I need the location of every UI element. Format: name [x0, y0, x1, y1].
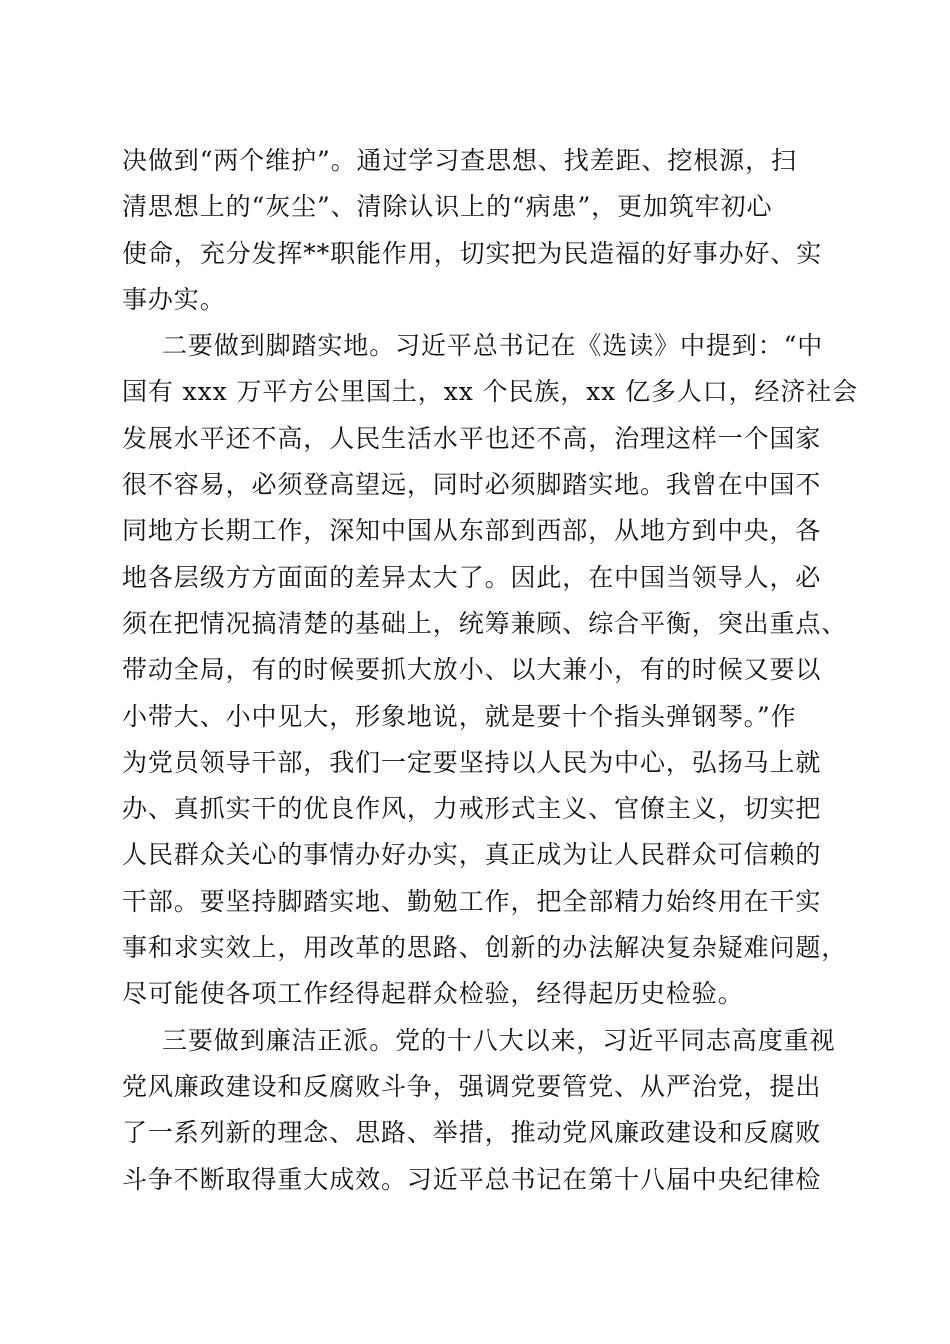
text-line: 清思想上的“灰尘”、清除认识上的“病患”，更加筑牢初心: [122, 192, 773, 222]
paragraph-3: [122, 1018, 842, 1203]
text-line: 很不容易，必须登高望远，同时必须脚踏实地。我曾在中国不: [122, 470, 822, 500]
text-line: 使命，充分发挥**职能作用，切实把为民造福的好事办好、实: [122, 238, 823, 268]
text-line: 小带大、小中见大，形象地说，就是要十个指头弹钢琴。”作: [122, 701, 797, 731]
text-line: 带动全局，有的时候要抓大放小、以大兼小，有的时候又要以: [122, 655, 822, 685]
text-line: 干部。要坚持脚踏实地、勤勉工作，把全部精力始终用在干实: [122, 886, 822, 916]
paragraph-2: [122, 323, 859, 1017]
text-line: 党风廉政建设和反腐败斗争，强调党要管党、从严治党，提出: [122, 1071, 822, 1101]
text-line: 了一系列新的理念、思路、举措，推动党风廉政建设和反腐败: [122, 1118, 822, 1148]
text-line: 人民群众关心的事情办好办实，真正成为让人民群众可信赖的: [122, 840, 822, 870]
paragraph-1: [122, 138, 842, 323]
text-line: 二要做到脚踏实地。习近平总书记在《选读》中提到：“中: [162, 331, 824, 361]
text-line: 尽可能使各项工作经得起群众检验，经得起历史检验。: [122, 979, 744, 1009]
text-line: 同地方长期工作，深知中国从东部到西部，从地方到中央，各: [122, 516, 822, 546]
text-line: 事和求实效上，用改革的思路、创新的办法解决复杂疑难问题，: [122, 933, 848, 963]
text-line: 发展水平还不高，人民生活水平也还不高，治理这样一个国家: [122, 423, 822, 453]
document-body: [122, 138, 859, 1203]
text-line: 决做到“两个维护”。通过学习查思想、找差距、挖根源，扫: [122, 146, 797, 175]
text-line: 斗争不断取得重大成效。习近平总书记在第十八届中央纪律检: [122, 1164, 822, 1194]
text-line: 地各层级方方面面的差异太大了。因此，在中国当领导人，必: [122, 562, 822, 592]
text-line: 须在把情况搞清楚的基础上，统筹兼顾、综合平衡，突出重点、: [122, 608, 848, 638]
text-line: 办、真抓实干的优良作风，力戒形式主义、官僚主义，切实把: [122, 794, 822, 824]
text-line: 三要做到廉洁正派。党的十八大以来，习近平同志高度重视: [162, 1025, 836, 1055]
text-line: 事办实。: [122, 284, 226, 314]
text-line: 国有 xxx 万平方公里国土，xx 个民族，xx 亿多人口，经济社会: [122, 377, 859, 407]
text-line: 为党员领导干部，我们一定要坚持以人民为中心，弘扬马上就: [122, 747, 822, 777]
